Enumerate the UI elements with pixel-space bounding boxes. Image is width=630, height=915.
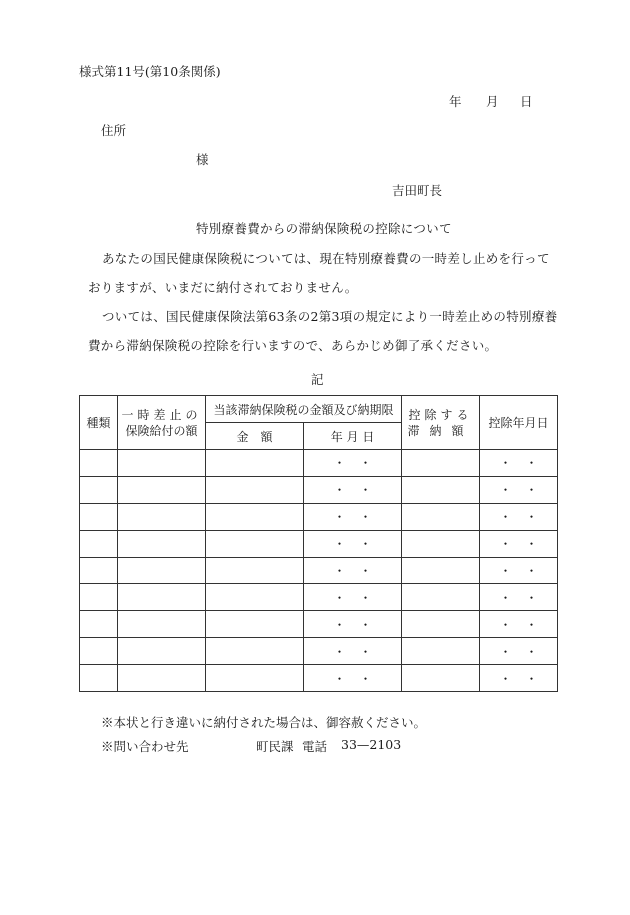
cell-type <box>80 476 118 503</box>
table-row <box>80 503 558 530</box>
cell-deduct-amount <box>402 638 480 665</box>
cell-deduct-amount <box>402 530 480 557</box>
table-row <box>80 584 558 611</box>
date-year: 年 <box>449 94 462 109</box>
cell-deduct-date <box>480 476 558 503</box>
header-type: 種類 <box>80 396 118 450</box>
cell-amount <box>206 638 304 665</box>
table-row <box>80 557 558 584</box>
cell-type <box>80 638 118 665</box>
cell-type <box>80 557 118 584</box>
cell-type <box>80 665 118 692</box>
cell-due-date <box>304 503 402 530</box>
cell-suspended-amount <box>118 450 206 477</box>
date-day: 日 <box>520 94 533 109</box>
cell-amount <box>206 476 304 503</box>
cell-deduct-date <box>480 450 558 477</box>
cell-suspended-amount <box>118 476 206 503</box>
cell-suspended-amount <box>118 557 206 584</box>
table-row <box>80 665 558 692</box>
date-dots: ・・ <box>499 456 552 471</box>
cell-suspended-amount <box>118 584 206 611</box>
cell-deduct-amount <box>402 450 480 477</box>
table-row <box>80 638 558 665</box>
header-deduct-date: 控除年月日 <box>480 396 558 450</box>
date-dots: ・・ <box>333 671 386 686</box>
cell-due-date <box>304 476 402 503</box>
date-dots: ・・ <box>499 510 552 525</box>
page-title: 特別療養費からの滞納保険税の控除について <box>196 221 452 236</box>
cell-deduct-date <box>480 503 558 530</box>
inquiry-phone-label: 電話 <box>302 739 328 754</box>
date-dots: ・・ <box>333 564 386 578</box>
date-dots: ・・ <box>499 564 552 578</box>
cell-suspended-amount <box>118 530 206 557</box>
date-dots: ・・ <box>333 456 386 471</box>
ki-heading: 記 <box>311 372 324 387</box>
cell-deduct-date <box>480 638 558 665</box>
cell-deduct-amount <box>402 611 480 638</box>
date-dots: ・・ <box>499 483 552 498</box>
note-1: ※本状と行き違いに納付された場合は、御容赦ください。 <box>101 715 427 730</box>
form-number: 様式第11号(第10条関係) <box>79 64 221 79</box>
cell-due-date <box>304 638 402 665</box>
sender-name: 吉田町長 <box>392 183 443 198</box>
cell-type <box>80 611 118 638</box>
cell-deduct-date <box>480 530 558 557</box>
cell-deduct-amount <box>402 503 480 530</box>
cell-suspended-amount <box>118 665 206 692</box>
cell-suspended-amount <box>118 638 206 665</box>
table-row <box>80 476 558 503</box>
cell-due-date <box>304 557 402 584</box>
date-dots: ・・ <box>499 644 552 659</box>
table-row <box>80 611 558 638</box>
header-amount: 金 額 <box>206 423 304 450</box>
cell-deduct-date <box>480 584 558 611</box>
cell-type <box>80 503 118 530</box>
cell-due-date <box>304 584 402 611</box>
date-dots: ・・ <box>333 617 386 632</box>
date-dots: ・・ <box>499 537 552 552</box>
address-label: 住所 <box>101 123 127 138</box>
table-row <box>80 530 558 557</box>
cell-suspended-amount <box>118 503 206 530</box>
cell-type <box>80 584 118 611</box>
cell-amount <box>206 611 304 638</box>
inquiry-dept: 町民課 <box>256 739 294 754</box>
date-month: 月 <box>486 94 499 109</box>
cell-due-date <box>304 450 402 477</box>
date-dots: ・・ <box>333 483 386 498</box>
header-deduct-amount: 控除する 滞納額 <box>402 396 480 450</box>
date-dots: ・・ <box>499 617 552 632</box>
date-dots: ・・ <box>499 671 552 686</box>
cell-deduct-amount <box>402 665 480 692</box>
date-dots: ・・ <box>333 644 386 659</box>
date-dots: ・・ <box>333 590 386 605</box>
inquiry-phone: 33—2103 <box>341 737 402 752</box>
cell-amount <box>206 530 304 557</box>
cell-due-date <box>304 611 402 638</box>
cell-amount <box>206 665 304 692</box>
body-paragraph-1: あなたの国民健康保険税については、現在特別療養費の一時差し止めを行っておりますが、いまだに納付されておりません。 <box>88 251 550 295</box>
cell-amount <box>206 557 304 584</box>
cell-amount <box>206 503 304 530</box>
cell-amount <box>206 584 304 611</box>
cell-type <box>80 450 118 477</box>
date-dots: ・・ <box>499 590 552 605</box>
header-due-date: 年 月 日 <box>304 423 402 450</box>
cell-deduct-amount <box>402 476 480 503</box>
date-dots: ・・ <box>333 510 386 525</box>
header-tax-group: 当該滞納保険税の金額及び納期限 <box>206 396 402 423</box>
cell-deduct-date <box>480 611 558 638</box>
cell-amount <box>206 450 304 477</box>
body-paragraph-2: ついては、国民健康保険法第63条の2第3項の規定により一時差止めの特別療養費から滞納保険税の控除を行いますので、あらかじめ御了承ください。 <box>88 309 558 353</box>
cell-due-date <box>304 530 402 557</box>
cell-type <box>80 530 118 557</box>
cell-due-date <box>304 665 402 692</box>
honorific: 様 <box>196 152 209 167</box>
cell-deduct-amount <box>402 557 480 584</box>
cell-deduct-amount <box>402 584 480 611</box>
inquiry-label: ※問い合わせ先 <box>101 739 189 754</box>
date-dots: ・・ <box>333 537 386 552</box>
table-row <box>80 450 558 477</box>
header-suspended-amount: 一時差止の 保険給付の額 <box>118 396 206 450</box>
deduction-table <box>79 395 558 692</box>
cell-suspended-amount <box>118 611 206 638</box>
cell-deduct-date <box>480 665 558 692</box>
cell-deduct-date <box>480 557 558 584</box>
